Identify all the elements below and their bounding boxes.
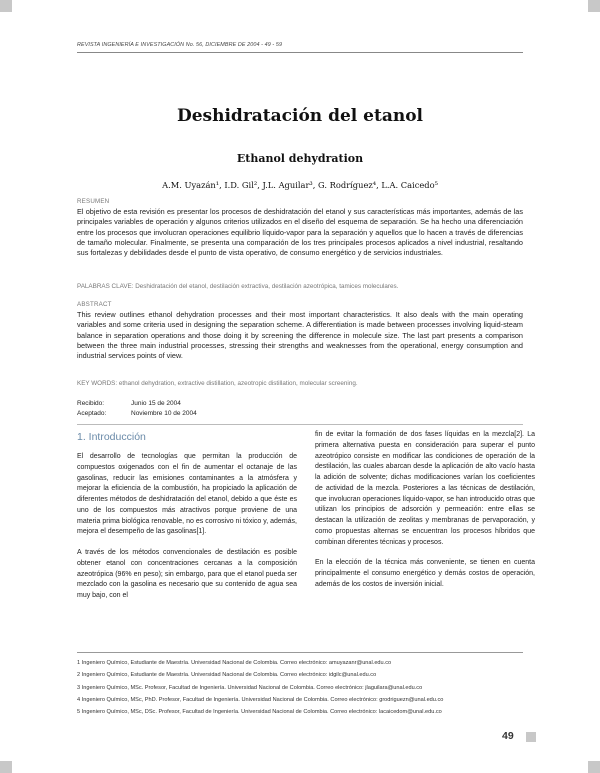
crop-mark	[0, 761, 12, 773]
body-paragraph: fin de evitar la formación de dos fases líquidas en la mezcla[2]. La primera alternativa puesta en consideración para superar el punto azeotrópico consiste en modificar las condiciones de operación de la destilación, las cuales abarcan desde la aplicación de alto vacío hasta la adición de solvente; dichas modificaciones varían los coeficientes de actividad de la mezcla. Posteriores a las técnicas de destilación, que involucran operaciones líquido-vapor, se han introducido otras que utilizan los principios de adsorción y permeación: entre ellas se destacan la utilización de zeolitas y membranas de pervaporación, y como propuestas alternas se encuentran los procesos híbridos que combinan diferentes técnicas y procesos.	[315, 431, 535, 546]
received-label: Recibido:	[77, 400, 105, 407]
header-rule	[77, 52, 523, 53]
crop-mark	[0, 0, 12, 12]
accepted-value: Noviembre 10 de 2004	[131, 409, 197, 417]
received-value: Junio 15 de 2004	[131, 400, 181, 407]
abstract-text: This review outlines ethanol dehydration processes and their most important characteristics. It also deals with the main operating variables and some criteria used in designing the separation scheme. A differentiation is made between processes involving liquid-steam balance in separation operations and those doing it by screening the difference in molecule size. The last part presents a comparison between the three main industrial processes, stressing their strengths and weaknesses from the operational, energy consumption and industrial services points of view.	[77, 310, 523, 361]
footnote: 3 Ingeniero Químico, MSc. Profesor, Facultad de Ingeniería. Universidad Nacional de Colombia. Correo electrónico: jlaguilara@unal.edu.co	[77, 684, 423, 691]
paper-title: Deshidratación del etanol	[176, 106, 424, 126]
page-marker	[526, 732, 536, 742]
palabras-clave: PALABRAS CLAVE: Deshidratación del etanol, destilación extractiva, destilación azeotrópica, tamices moleculares.	[77, 283, 399, 290]
crop-mark	[588, 0, 600, 12]
page-number: 49	[502, 730, 514, 742]
footnote: 1 Ingeniero Químico, Estudiante de Maestría. Universidad Nacional de Colombia. Correo electrónico: amuyazanr@unal.edu.co	[77, 660, 392, 666]
body-column-left	[77, 430, 297, 612]
resumen-text: El objetivo de esta revisión es presentar los procesos de deshidratación del etanol y sus características más importantes, además de las principales variables de operación y algunos criterios utilizados en el diseño del esquema de separación. Se ha hecho una diferenciación entre los procesos que involucran operaciones equilibrio líquido-vapor para la separación y aquellos que lo hacen a través de diferencias de tamaño molecular. Finalmente, se presenta una comparación de los tres principales procesos aplicados a nivel industrial, resaltando sus fortalezas y debilidades desde el punto de vista operativo, de consumo energético y de servicios industriales.	[77, 207, 523, 258]
body-paragraph: A través de los métodos convencionales de destilación es posible obtener etanol con concentraciones cercanas a la composición azeotrópica (96% en peso); sin embargo, para que el etanol pueda ser mezclado con la gasolina es necesario que su contenido de agua sea muy bajo, con el	[77, 549, 297, 599]
resumen-label: RESUMEN	[77, 198, 110, 205]
footnote: 4 Ingeniero Químico, MSc, PhD. Profesor, Facultad de Ingeniería. Universidad Nacional de Colombia. Correo electrónico: grodriguezn@unal.edu.co	[77, 696, 444, 703]
footnote-rule	[77, 652, 523, 653]
section-rule	[77, 424, 523, 425]
paper-subtitle: Ethanol dehydration	[236, 152, 364, 165]
accepted-label: Aceptado:	[77, 409, 107, 417]
footnotes	[77, 657, 443, 718]
body-column-right	[315, 430, 535, 601]
dates-block	[77, 399, 197, 418]
footnote: 2 Ingeniero Químico, Estudiante de Maestría. Universidad Nacional de Colombia. Correo electrónico: idgilc@unal.edu.co	[77, 672, 377, 679]
journal-header: REVISTA INGENIERÍA E INVESTIGACIÓN No. 56, DICIEMBRE DE 2004 - 49 - 59	[77, 42, 283, 48]
footnote: 5 Ingeniero Químico, MSc, DSc. Profesor, Facultad de Ingeniería. Universidad Nacional de Colombia. Correo electrónico: lacaicedom@unal.edu.co	[77, 709, 442, 716]
abstract-label: ABSTRACT	[77, 301, 112, 308]
body-paragraph: El desarrollo de tecnologías que permitan la producción de compuestos oxigenados con el fin de aumentar el octanaje de las gasolinas, reducir las emisiones contaminantes a la atmósfera y mejorar la eficiencia de la combustión, ha propiciado la aplicación de diferentes métodos de deshidratación del etanol, debido a que éste es uno de los compuestos más atractivos porque proviene de una materia prima biológica renovable, no es corrosivo ni tóxico y, además, mejora el desempeño de las gasolinas[1].	[77, 453, 297, 536]
author-list: A.M. Uyazán¹, I.D. Gil², J.L. Aguilar³, G. Rodríguez⁴, L.A. Caicedo⁵	[162, 180, 438, 190]
crop-mark	[588, 761, 600, 773]
key-words: KEY WORDS: ethanol dehydration, extractive distillation, azeotropic distillation, molecular screening.	[77, 380, 358, 387]
body-paragraph: En la elección de la técnica más conveniente, se tienen en cuenta principalmente el consumo energético y demás costos de operación, además de los costos de inversión inicial.	[315, 559, 535, 588]
section-heading: 1. Introducción	[77, 431, 146, 443]
